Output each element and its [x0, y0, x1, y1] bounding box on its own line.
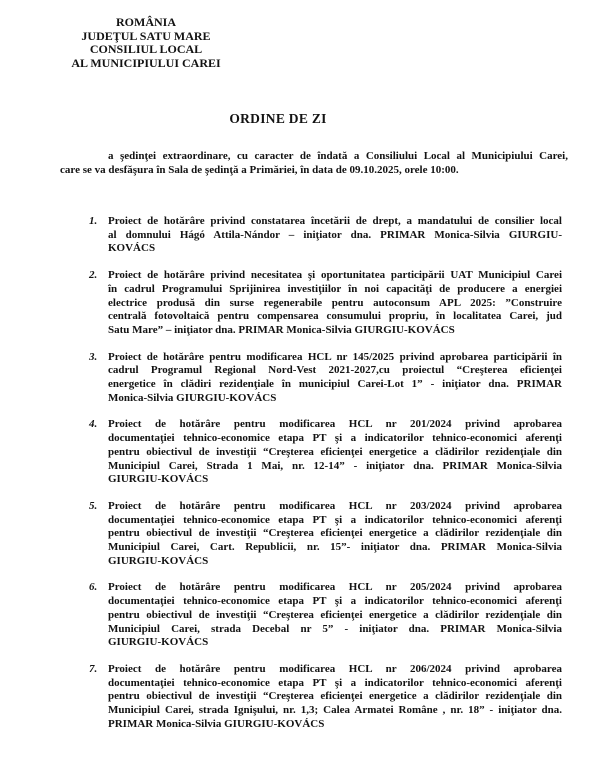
agenda-item — [60, 581, 562, 650]
agenda-item — [60, 500, 562, 569]
item-text-line: energetice în clădiri rezidenţiale în municipiul Carei-Lot 1” - iniţiator dna. PRIMAR — [108, 378, 562, 391]
item-text-line: GIURGIU-KOVÁCS — [108, 636, 209, 649]
item-text-line: documentaţiei tehnico-economice etapa PT şi a indicatorilor tehnico-economici aferenţi — [108, 595, 562, 608]
item-text-line: Proiect de hotărâre pentru modificarea HCL nr 206/2024 privind aprobarea — [108, 662, 562, 675]
item-text-line: Municipiul Carei, strada Decebal nr 5” - iniţiator dna. PRIMAR Monica-Silvia — [108, 622, 562, 635]
item-text-line: documentaţiei tehnico-economice etapa PT şi a indicatorilor tehnico-economici aferenţi — [108, 513, 562, 526]
item-text-line: Proiect de hotărâre privind necesitatea şi oportunitatea participării UAT Municipiul Carei — [108, 269, 562, 282]
item-text-line: Proiect de hotărâre pentru modificarea HCL nr 201/2024 privind aprobarea — [108, 418, 562, 431]
item-number: 3. — [89, 350, 98, 363]
item-text-line: Proiect de hotărâre pentru modificarea HCL nr 205/2024 privind aprobarea — [108, 581, 562, 594]
agenda-list — [60, 215, 562, 745]
item-number: 2. — [89, 269, 98, 282]
intro-line: a şedinţei extraordinare, cu caracter de îndată a Consiliului Local al Municipiului Carei, — [108, 150, 568, 162]
item-text-line: Municipiul Carei, Cart. Republicii, nr. 15”- iniţiator dna. PRIMAR Monica-Silvia — [108, 541, 562, 554]
item-text-line: Proiect de hotărâre pentru modificarea HCL nr 145/2025 privind aprobarea participării în — [108, 350, 562, 363]
item-text-line: Satu Mare” – iniţiator dna. PRIMAR Monica-Silvia GIURGIU-KOVÁCS — [108, 323, 455, 336]
item-text-line: în cadrul Programului Sprijinirea investiţiilor în noi capacităţi de producere a energiei — [108, 282, 562, 295]
letterhead-line: CONSILIUL LOCAL — [89, 42, 203, 57]
item-number: 4. — [89, 418, 98, 431]
item-text-line: pentru obiectivul de investiţii “Creşterea eficienţei energetice a clădirilor rezidenţiale din — [108, 445, 562, 458]
item-number: 6. — [89, 581, 98, 594]
item-text-line: centrală fotovoltaică pentru compensarea consumului propriu, în localitatea Carei, jud — [108, 310, 562, 323]
item-text-line: cadrul Programul Regional Nord-Vest 2021-2027,cu proiectul “Creşterea eficienţei — [108, 364, 562, 377]
agenda-item — [60, 269, 562, 338]
item-text-line: pentru obiectivul de investiţii “Creşterea eficienţei energetice a clădirilor rezidenţiale din — [108, 608, 562, 621]
item-text-line: al domnului Hágó Attila-Nándor – iniţiator dna. PRIMAR Monica-Silvia GIURGIU- — [108, 228, 562, 241]
item-text-line: documentaţiei tehnico-economice etapa PT şi a indicatorilor tehnico-economici aferenţi — [108, 432, 562, 445]
intro-paragraph — [60, 149, 568, 178]
page-title: ORDINE DE ZI — [229, 111, 327, 126]
item-text-line: documentaţiei tehnico-economice etapa PT şi a indicatorilor tehnico-economici aferenţi — [108, 676, 562, 689]
item-text-line: GIURGIU-KOVÁCS — [108, 473, 209, 486]
letterhead-line: JUDEŢUL SATU MARE — [81, 28, 211, 43]
item-number: 5. — [89, 499, 98, 512]
agenda-item — [60, 418, 562, 487]
letterhead-line: AL MUNICIPIULUI CAREI — [71, 55, 221, 70]
item-text-line: electrice produsă din surse regenerabile pentru autoconsum APL 2025: ”Construire — [108, 296, 562, 309]
item-text-line: Municipiul Carei, strada Ignişului, nr. 1,3; Calea Armatei Române , nr. 18” - iniţiator dna. — [108, 704, 562, 717]
item-text-line: KOVÁCS — [108, 242, 156, 255]
item-text-line: GIURGIU-KOVÁCS — [108, 554, 209, 567]
intro-line: care se va desfăşura în Sala de şedinţă a Primăriei, în data de 09.10.2025, orele 10:00. — [60, 164, 459, 177]
item-text-line: Municipiul Carei, Strada 1 Mai, nr. 12-14” - iniţiator dna. PRIMAR Monica-Silvia — [108, 459, 562, 472]
item-number: 1. — [89, 215, 98, 227]
letterhead-line: ROMÂNIA — [116, 15, 176, 29]
item-text-line: PRIMAR Monica-Silvia GIURGIU-KOVÁCS — [108, 717, 325, 730]
item-number: 7. — [89, 662, 98, 675]
item-text-line: pentru obiectivul de investiţii “Creşterea eficienţei energetice a clădirilor rezidenţiale din — [108, 527, 562, 540]
item-text-line: pentru obiectivul de investiţii “Creşterea eficienţei energetice a clădirilor rezidenţiale din — [108, 690, 562, 703]
agenda-item — [60, 215, 562, 256]
letterhead — [71, 16, 221, 70]
item-text-line: Proiect de hotărâre privind constatarea încetării de drept, a mandatului de consilier local — [108, 215, 562, 227]
title-block — [0, 110, 556, 128]
agenda-item — [60, 351, 562, 406]
item-text-line: Monica-Silvia GIURGIU-KOVÁCS — [108, 391, 277, 404]
item-text-line: Proiect de hotărâre pentru modificarea HCL nr 203/2024 privind aprobarea — [108, 499, 562, 512]
agenda-item — [60, 663, 562, 732]
